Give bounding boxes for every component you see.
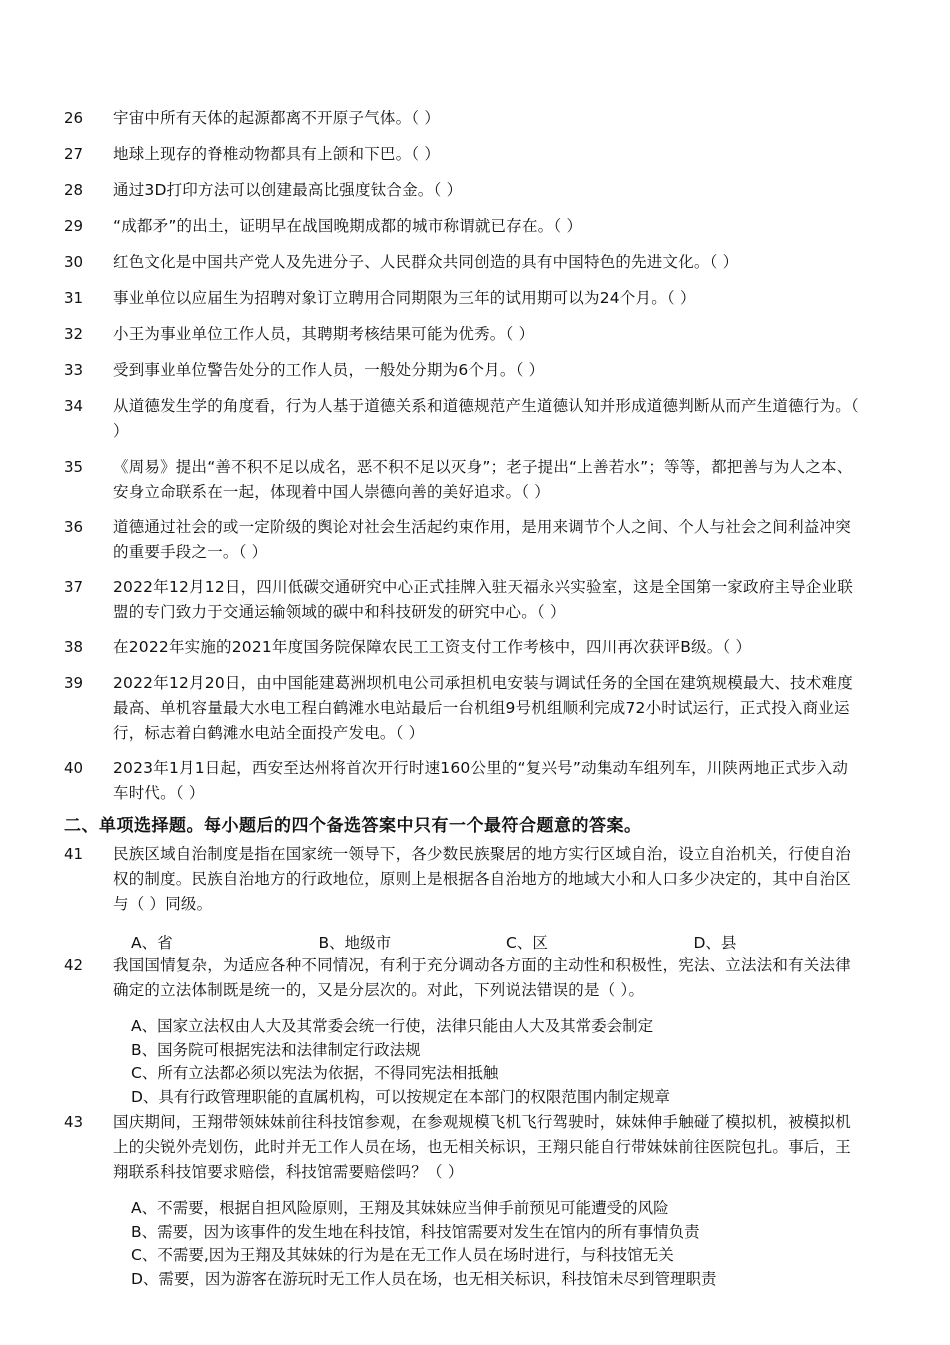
question-number: 39 — [64, 674, 84, 692]
options-row — [131, 931, 881, 955]
option-c: C、所有立法都必须以宪法为依据，不得同宪法相抵触 — [131, 1064, 499, 1083]
question-text: 《周易》提出“善不积不足以成名，恶不积不足以灭身”；老子提出“上善若水”；等等，都把善与为人之本、安身立命联系在一起，体现着中国人崇德向善的美好追求。（ ） — [113, 458, 853, 501]
question-26 — [0, 106, 950, 131]
options-list — [131, 1197, 891, 1292]
question-text: 受到事业单位警告处分的工作人员，一般处分期为6个月。（ ） — [113, 361, 545, 379]
option-b: B、地级市 — [318, 934, 392, 952]
question-number: 29 — [64, 217, 84, 235]
section-title: 二、单项选择题。每小题后的四个备选答案中只有一个最符合题意的答案。 — [64, 816, 642, 836]
question-text: 在2022年实施的2021年度国务院保障农民工工资支付工作考核中，四川再次获评B级。（ ） — [113, 638, 752, 656]
options-list — [131, 1015, 891, 1110]
question-43 — [0, 1110, 950, 1292]
option-d: D、县 — [693, 934, 737, 952]
true-false-question-list — [0, 106, 950, 806]
question-27 — [0, 142, 950, 167]
question-31 — [0, 286, 950, 311]
question-number: 38 — [64, 638, 84, 656]
option-c: C、区 — [506, 934, 548, 952]
option-b: B、国务院可根据宪法和法律制定行政法规 — [131, 1040, 421, 1059]
question-39 — [0, 671, 950, 746]
question-number: 27 — [64, 145, 84, 163]
question-41 — [0, 842, 950, 955]
option-c: C、不需要,因为王翔及其妹妹的行为是在无工作人员在场时进行，与科技馆无关 — [131, 1246, 674, 1265]
question-40 — [0, 756, 950, 806]
question-number: 41 — [64, 845, 84, 863]
question-text: 民族区域自治制度是指在国家统一领导下，各少数民族聚居的地方实行区域自治，设立自治机关，行使自治权的制度。民族自治地方的行政地位，原则上是根据各自治地方的地域大小和人口多少决定的，其中自治区与（ ）同级。 — [113, 845, 851, 913]
multiple-choice-list — [0, 842, 950, 1292]
option-a: A、不需要，根据自担风险原则，王翔及其妹妹应当伸手前预见可能遭受的风险 — [131, 1198, 669, 1217]
question-text: “成都矛”的出土，证明早在战国晚期成都的城市称谓就已存在。（ ） — [113, 217, 583, 235]
question-number: 32 — [64, 325, 84, 343]
question-text: 宇宙中所有天体的起源都离不开原子气体。（ ） — [113, 109, 441, 127]
question-number: 28 — [64, 181, 84, 199]
question-29 — [0, 214, 950, 239]
question-38 — [0, 635, 950, 660]
question-text: 红色文化是中国共产党人及先进分子、人民群众共同创造的具有中国特色的先进文化。（ ） — [113, 253, 739, 271]
question-text: 国庆期间，王翔带领妹妹前往科技馆参观，在参观规模飞机飞行驾驶时，妹妹伸手触碰了模拟机，被模拟机上的尖锐外壳划伤，此时并无工作人员在场，也无相关标识，王翔只能自行带妹妹前往医院包扎。事后，王翔联系科技馆要求赔偿，科技馆需要赔偿吗？（ ） — [113, 1112, 851, 1181]
question-text: 道德通过社会的或一定阶级的舆论对社会生活起约束作用，是用来调节个人之间、个人与社会之间利益冲突的重要手段之一。（ ） — [113, 518, 851, 561]
question-number: 40 — [64, 759, 84, 777]
question-35 — [0, 455, 950, 505]
question-number: 35 — [64, 458, 84, 476]
question-36 — [0, 515, 950, 565]
question-text: 我国国情复杂，为适应各种不同情况，有利于充分调动各方面的主动性和积极性，宪法、立法法和有关法律确定的立法体制既是统一的，又是分层次的。对此，下列说法错误的是（ ）。 — [113, 956, 851, 999]
question-number: 33 — [64, 361, 84, 379]
question-30 — [0, 250, 950, 275]
question-number: 26 — [64, 109, 84, 127]
question-32 — [0, 322, 950, 347]
question-number: 42 — [64, 956, 84, 974]
option-d: D、具有行政管理职能的直属机构，可以按规定在本部门的权限范围内制定规章 — [131, 1088, 670, 1107]
question-37 — [0, 575, 950, 625]
option-a: A、省 — [131, 934, 173, 952]
question-number: 31 — [64, 289, 84, 307]
question-number: 36 — [64, 518, 84, 536]
question-text: 2022年12月20日，由中国能建葛洲坝机电公司承担机电安装与调试任务的全国在建筑规模最大、技术难度最高、单机容量最大水电工程白鹤滩水电站最后一台机组9号机组顺利完成72小时试运行，正式投入商业运行，标志着白鹤滩水电站全面投产发电。（ ） — [113, 674, 853, 742]
question-text: 地球上现存的脊椎动物都具有上颌和下巴。（ ） — [113, 145, 441, 163]
question-number: 43 — [64, 1112, 84, 1131]
question-text: 2022年12月12日，四川低碳交通研究中心正式挂牌入驻天福永兴实验室，这是全国第一家政府主导企业联盟的专门致力于交通运输领域的碳中和科技研发的研究中心。（ ） — [113, 578, 853, 621]
question-text: 从道德发生学的角度看，行为人基于道德关系和道德规范产生道德认知并形成道德判断从而产生道德行为。（ ） — [113, 397, 859, 440]
question-text: 2023年1月1日起，西安至达州将首次开行时速160公里的“复兴号”动集动车组列车，川陕两地正式步入动车时代。（ ） — [113, 759, 849, 802]
question-28 — [0, 178, 950, 203]
question-text: 小王为事业单位工作人员，其聘期考核结果可能为优秀。（ ） — [113, 325, 535, 343]
question-33 — [0, 358, 950, 383]
question-number: 30 — [64, 253, 84, 271]
question-text: 通过3D打印方法可以创建最高比强度钛合金。（ ） — [113, 181, 463, 199]
option-a: A、国家立法权由人大及其常委会统一行使，法律只能由人大及其常委会制定 — [131, 1017, 654, 1035]
option-b: B、需要，因为该事件的发生地在科技馆，科技馆需要对发生在馆内的所有事情负责 — [131, 1222, 700, 1241]
question-text: 事业单位以应届生为招聘对象订立聘用合同期限为三年的试用期可以为24个月。（ ） — [113, 289, 696, 307]
question-42 — [0, 953, 950, 1110]
question-number: 37 — [64, 578, 84, 596]
question-34 — [0, 394, 950, 444]
question-number: 34 — [64, 397, 84, 415]
option-d: D、需要，因为游客在游玩时无工作人员在场，也无相关标识，科技馆未尽到管理职责 — [131, 1269, 717, 1288]
